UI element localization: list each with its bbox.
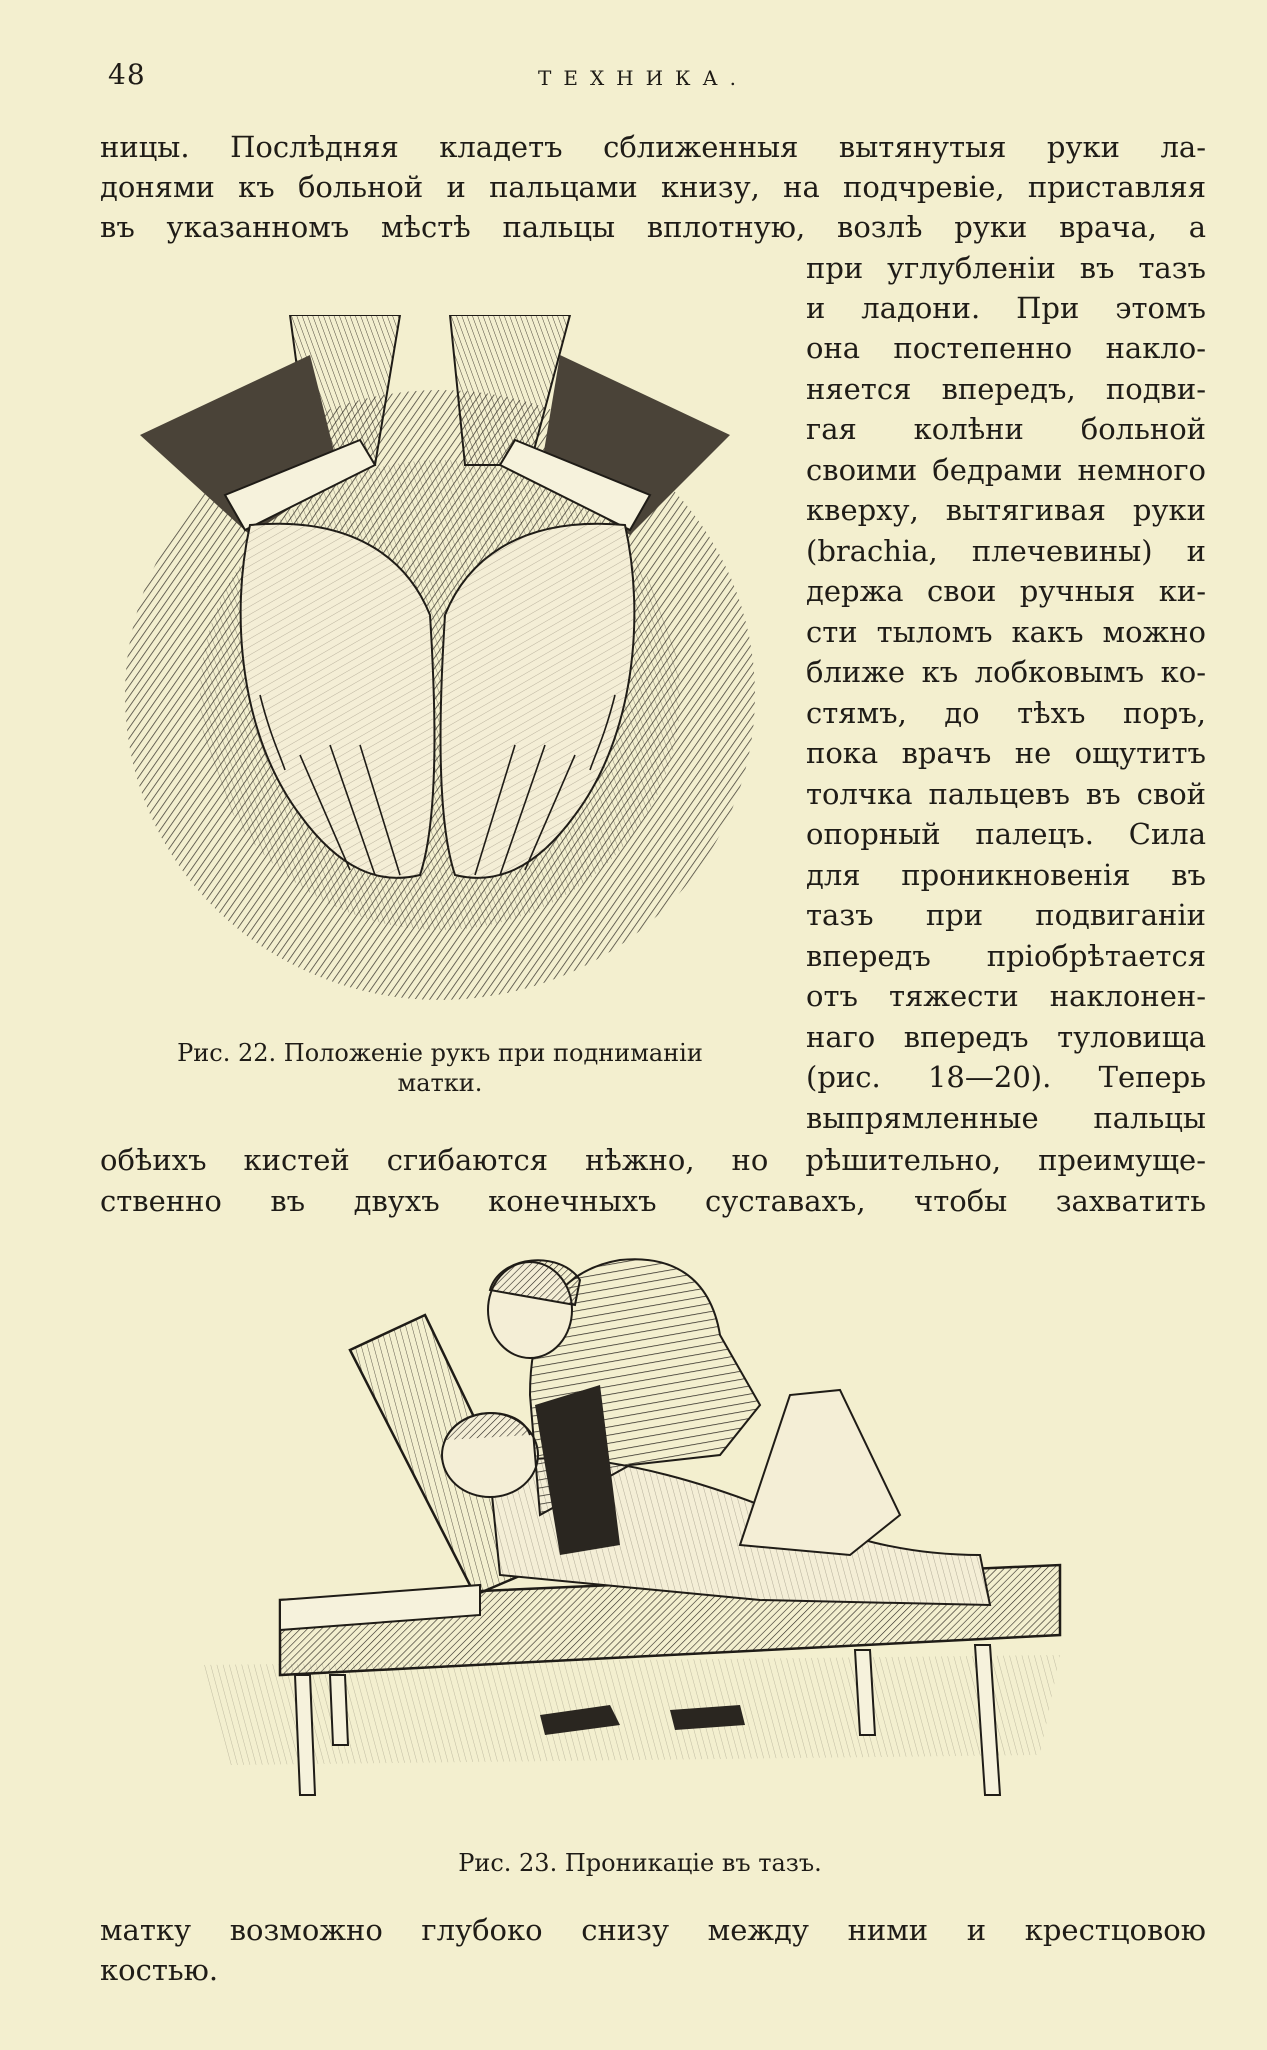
page-number: 48: [108, 58, 146, 91]
figure-23-caption: Рис. 23. Проникаціе въ тазъ.: [458, 1849, 822, 1877]
text-line: матку возможно глубоко снизу между ними и крестцовою: [100, 1913, 1206, 1947]
figure-22-caption: [130, 1038, 750, 1098]
running-title: ТЕХНИКА.: [538, 66, 749, 90]
text-line: обѣихъ кистей сгибаются нѣжно, но рѣшительно, преимуще-: [100, 1143, 1206, 1177]
text-line: донями къ больной и пальцами книзу, на подчревіе, приставляя: [100, 170, 1206, 204]
text-line: кверху, вытягивая руки: [806, 493, 1206, 527]
cupped-hands-engraving-icon: [110, 315, 770, 1005]
text-line: ближе къ лобковымъ ко-: [806, 655, 1206, 689]
couch-examination-engraving-icon: [200, 1255, 1080, 1815]
text-line: костью.: [100, 1953, 219, 1987]
text-line: толчка пальцевъ въ свой: [806, 777, 1206, 811]
text-line: она постепенно накло-: [806, 331, 1206, 365]
text-line: въ указанномъ мѣстѣ пальцы вплотную, возлѣ руки врача, а: [100, 210, 1206, 244]
page-header: [108, 58, 1208, 98]
text-line: (brachia, плечевины) и: [806, 534, 1206, 568]
text-line: выпрямленные пальцы: [806, 1101, 1206, 1135]
text-line: (рис. 18—20). Теперь: [806, 1060, 1206, 1094]
text-line: стямъ, до тѣхъ поръ,: [806, 696, 1206, 730]
text-line: гая колѣни больной: [806, 412, 1206, 446]
text-line: сти тыломъ какъ можно: [806, 615, 1206, 649]
figure-22-caption-line2: матки.: [397, 1069, 483, 1097]
text-line: няется впередъ, подви-: [806, 372, 1206, 406]
text-line: ницы. Послѣдняя кладетъ сближенныя вытянутыя руки ла-: [100, 130, 1206, 164]
text-line: своими бедрами немного: [806, 453, 1206, 487]
text-line: для проникновенія въ: [806, 858, 1206, 892]
text-line: отъ тяжести наклонен-: [806, 979, 1206, 1013]
text-line: впередъ пріобрѣтается: [806, 939, 1206, 973]
text-line: и ладони. При этомъ: [806, 291, 1206, 325]
text-line: держа свои ручныя ки-: [806, 574, 1206, 608]
text-line: наго впередъ туловища: [806, 1020, 1206, 1054]
text-line: при углубленіи въ тазъ: [806, 251, 1206, 285]
text-line: ственно въ двухъ конечныхъ суставахъ, чтобы захватить: [100, 1184, 1206, 1218]
text-line: опорный палецъ. Сила: [806, 817, 1206, 851]
text-line: тазъ при подвиганіи: [806, 898, 1206, 932]
text-line: пока врачъ не ощутитъ: [806, 736, 1206, 770]
figure-22-caption-line1: Рис. 22. Положеніе рукъ при подниманіи: [177, 1039, 703, 1067]
